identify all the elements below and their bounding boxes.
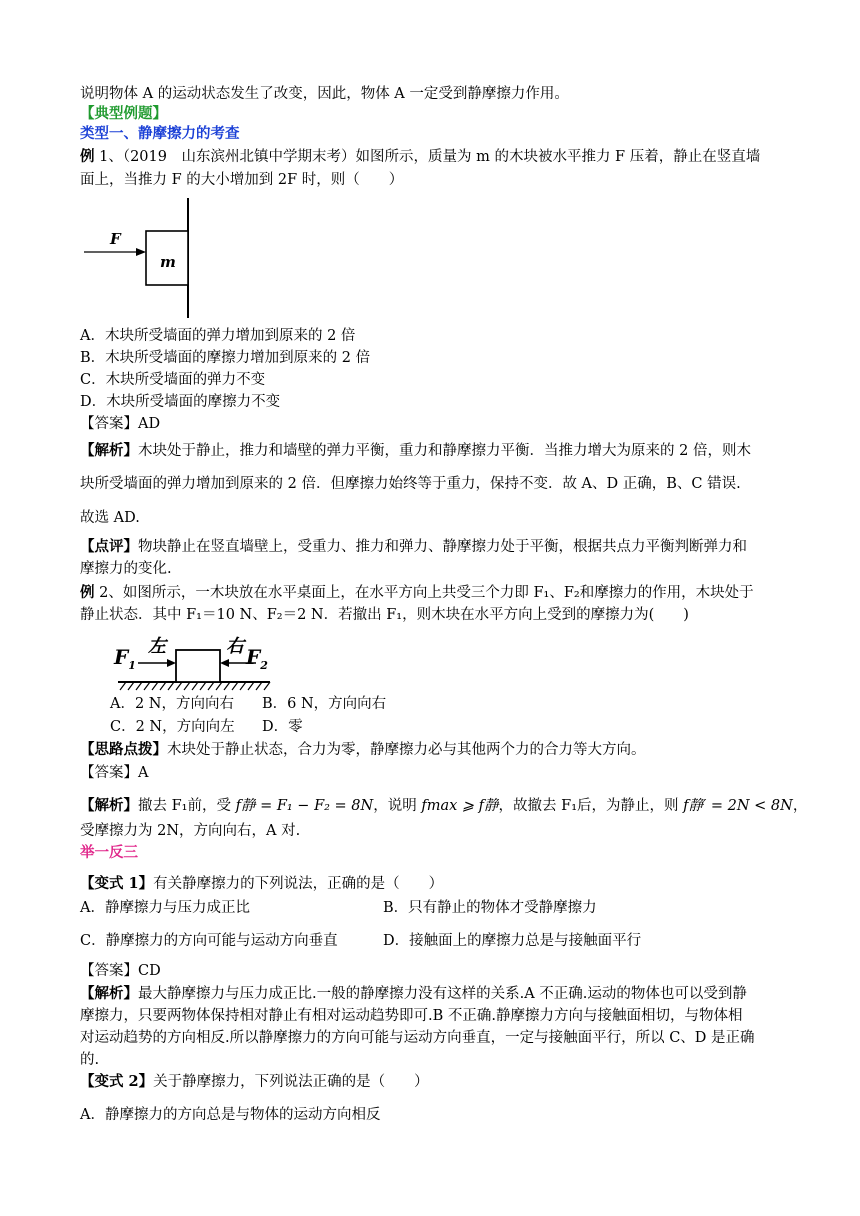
variant1-question	[80, 874, 443, 894]
example2-question-line	[80, 583, 754, 603]
analysis-line: 对运动趋势的方向相反.所以静摩擦力的方向可能与运动方向垂直，一定与接触面平行，所以 C、D 是正确	[80, 1030, 755, 1046]
analysis-text: ，故撤去 F₁后，为静止，则	[498, 798, 684, 814]
answer: 【答案】AD	[80, 416, 161, 432]
formula: f静′ = 2N < 8N	[683, 798, 793, 814]
example1-question-line	[80, 147, 760, 167]
example1-question-line: 面上，当推力 F 的大小增加到 2F 时，则（ ）	[80, 172, 404, 188]
svg-text:F2	[245, 645, 268, 672]
formula: fmax ⩾ f静	[421, 798, 499, 814]
f1-label: F	[114, 645, 129, 669]
comment-line	[80, 537, 747, 557]
question-text: 1、（2019 山东滨州北镇中学期末考）如图所示，质量为 m 的木块被水平推力 F 压着，静止在竖直墙	[94, 149, 761, 165]
example-label: 例	[80, 584, 95, 601]
analysis-line: 受摩擦力为 2N，方向向右，A 对.	[80, 823, 301, 839]
right-label: 右	[226, 636, 244, 657]
option-b: B．只有静止的物体才受静摩擦力	[383, 900, 597, 916]
figure-block-wall	[80, 195, 200, 323]
option-a: A．静摩擦力与压力成正比	[80, 900, 250, 916]
section-heading: 【典型例题】	[80, 105, 167, 122]
comment-tag: 【点评】	[80, 538, 138, 555]
option-c: C．静摩擦力的方向可能与运动方向垂直	[80, 933, 338, 949]
option-row	[80, 898, 597, 918]
option-d: D．零	[262, 719, 303, 735]
option-a: A．木块所受墙面的弹力增加到原来的 2 倍	[80, 328, 356, 344]
mass-label: m	[160, 253, 176, 271]
f2-label: F	[246, 645, 261, 669]
left-label: 左	[148, 636, 166, 657]
analysis-text: ，	[792, 798, 808, 814]
analysis-text: 木块处于静止，推力和墙壁的弹力平衡，重力和静摩擦力平衡．当推力增大为原来的 2 倍，则木	[138, 443, 751, 459]
analysis-tag: 【解析】	[80, 797, 138, 814]
analysis-text: 最大静摩擦力与压力成正比.一般的静摩擦力没有这样的关系.A 不正确.运动的物体也可以受到静	[138, 986, 747, 1002]
analysis-line	[80, 984, 747, 1004]
analysis-line	[80, 796, 807, 816]
answer: 【答案】A	[80, 765, 149, 781]
comment-line: 摩擦力的变化.	[80, 561, 172, 577]
figure-block-ground	[110, 630, 280, 690]
example2-question-line: 静止状态．其中 F₁＝10 N、F₂＝2 N．若撤出 F₁，则木块在水平方向上受到的摩擦力为( )	[80, 607, 689, 623]
analysis-text: 撤去 F₁前，受	[138, 798, 236, 814]
svg-text:F1	[113, 645, 136, 672]
option-c: C．2 N，方向向左	[110, 719, 235, 735]
hint-tag: 【思路点拨】	[80, 741, 167, 758]
analysis-line	[80, 441, 751, 461]
force-label: F	[110, 230, 121, 248]
option-d: D．木块所受墙面的摩擦力不变	[80, 394, 281, 410]
option-a: A．2 N，方向向右	[110, 696, 234, 712]
analysis-line: 的.	[80, 1052, 100, 1068]
comment-text: 物块静止在竖直墙壁上，受重力、推力和弹力、静摩擦力处于平衡，根据共点力平衡判断弹力和	[138, 539, 747, 555]
f2-subscript: 2	[260, 659, 268, 672]
option-a: A．静摩擦力的方向总是与物体的运动方向相反	[80, 1107, 381, 1123]
text-line: 说明物体 A 的运动状态发生了改变，因此，物体 A 一定受到静摩擦力作用。	[80, 86, 569, 102]
question-text: 2、如图所示，一木块放在水平桌面上，在水平方向上共受三个力即 F₁、F₂和摩擦力的作用，木块处于	[94, 585, 754, 601]
type-heading: 类型一、静摩擦力的考查	[80, 125, 240, 142]
option-b: B．木块所受墙面的摩擦力增加到原来的 2 倍	[80, 350, 371, 366]
variant-text: 有关静摩擦力的下列说法，正确的是（ ）	[153, 876, 444, 892]
practice-heading: 举一反三	[80, 844, 138, 861]
option-row	[80, 931, 642, 951]
analysis-tag: 【解析】	[80, 442, 138, 459]
analysis-line: 故选 AD.	[80, 510, 140, 526]
hint-text: 木块处于静止状态，合力为零，静摩擦力必与其他两个力的合力等大方向。	[167, 742, 646, 758]
variant-tag: 【变式 2】	[80, 1073, 154, 1090]
variant2-question	[80, 1072, 429, 1092]
option-c: C．木块所受墙面的弹力不变	[80, 372, 266, 388]
option-row	[110, 717, 303, 737]
formula: f静 = F₁ − F₂ = 8N	[235, 798, 374, 814]
variant-tag: 【变式 1】	[80, 875, 154, 892]
analysis-line: 摩擦力，只要两物体保持相对静止有相对运动趋势即可.B 不正确.静摩擦力方向与接触面相切，与物体相	[80, 1008, 743, 1024]
analysis-text: ，说明	[373, 798, 422, 814]
option-d: D．接触面上的摩擦力总是与接触面平行	[383, 933, 642, 949]
option-row	[110, 694, 387, 714]
f1-subscript: 1	[128, 659, 136, 672]
answer: 【答案】CD	[80, 963, 161, 979]
hint-line	[80, 740, 646, 760]
option-b: B．6 N，方向向右	[262, 696, 387, 712]
variant-text: 关于静摩擦力，下列说法正确的是（ ）	[153, 1074, 429, 1090]
example-label: 例	[80, 148, 95, 165]
analysis-tag: 【解析】	[80, 985, 138, 1002]
analysis-line: 块所受墙面的弹力增加到原来的 2 倍．但摩擦力始终等于重力，保持不变．故 A、D 正确，B、C 错误.	[80, 476, 741, 492]
